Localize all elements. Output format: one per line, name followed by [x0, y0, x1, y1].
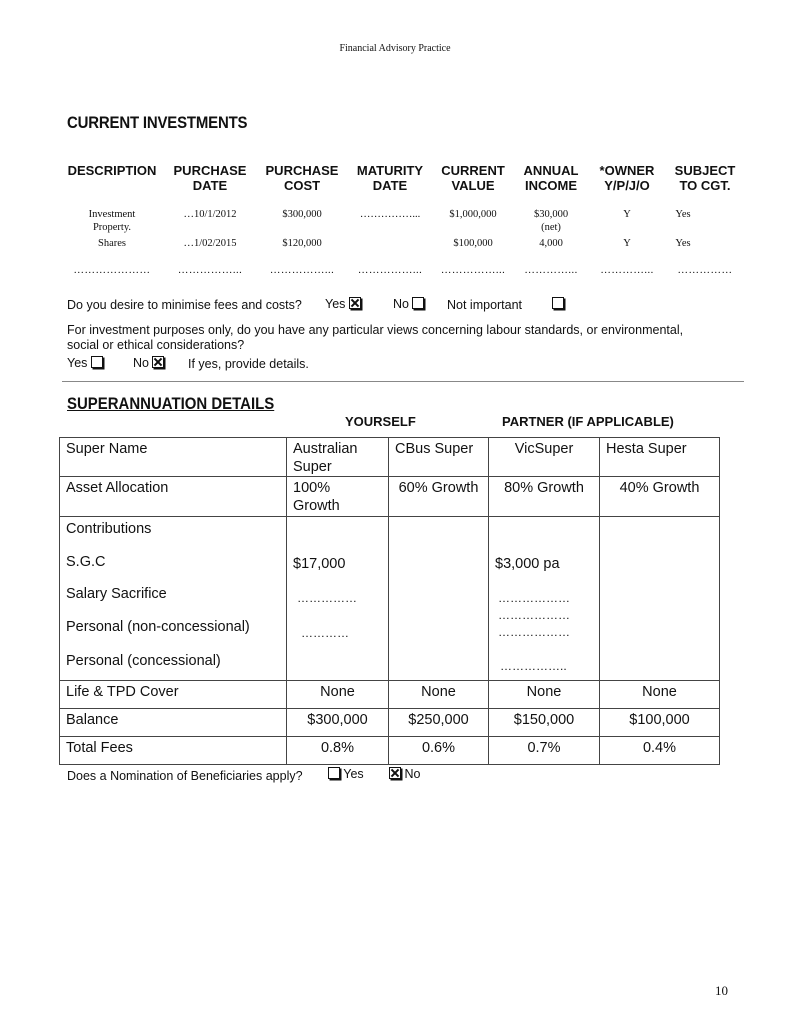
- section-divider: [62, 381, 744, 382]
- sgc-value-yourself: $17,000: [293, 556, 346, 572]
- ethical-yes-checkbox[interactable]: [91, 356, 103, 368]
- blank-description: …………………: [73, 265, 151, 276]
- row2-owner: Y: [623, 238, 631, 249]
- nomination-no-label: No: [404, 767, 421, 781]
- blank-current-value: ……………...: [440, 265, 506, 276]
- fees-question: Do you desire to minimise fees and costs?: [67, 298, 302, 312]
- row1-maturity-date: ……………...: [359, 209, 421, 220]
- super-name-label: Super Name: [60, 438, 287, 477]
- row1-purchase-cost: $300,000: [282, 209, 322, 220]
- sgc-value-partner: $3,000 pa: [495, 556, 560, 572]
- blank-maturity-date: ……………...: [357, 265, 423, 276]
- fees-no-option[interactable]: [393, 297, 424, 311]
- balance-partner-1: $150,000: [489, 709, 600, 737]
- table-row: [60, 737, 720, 765]
- superannuation-table: [59, 437, 720, 765]
- salary-sacrifice-label: Salary Sacrifice: [66, 586, 167, 602]
- contributions-partner-2: [600, 517, 720, 681]
- page-number: 10: [715, 983, 728, 998]
- asset-allocation-partner-1: 80% Growth: [489, 477, 600, 517]
- contributions-yourself-2: [389, 517, 489, 681]
- life-tpd-label: Life & TPD Cover: [60, 681, 287, 709]
- life-tpd-partner-1: None: [489, 681, 600, 709]
- personal-nc-value-partner-2: ………………: [498, 625, 570, 639]
- contributions-label: Contributions: [66, 521, 152, 537]
- row1-current-value: $1,000,000: [449, 209, 497, 220]
- nomination-yes-option[interactable]: [328, 767, 364, 781]
- current-investments-title: CURRENT INVESTMENTS: [67, 113, 248, 132]
- total-fees-yourself-2: 0.6%: [389, 737, 489, 765]
- life-tpd-partner-2: None: [600, 681, 720, 709]
- personal-c-value-partner: ……………..: [500, 659, 567, 673]
- total-fees-partner-1: 0.7%: [489, 737, 600, 765]
- fees-not-important-checkbox[interactable]: [552, 297, 564, 309]
- ethical-details-prompt: If yes, provide details.: [188, 357, 309, 371]
- asset-allocation-yourself-2: 60% Growth: [389, 477, 489, 517]
- personal-nc-value-yourself: …………: [301, 626, 349, 640]
- row2-description: Shares: [98, 238, 126, 249]
- page-header: Financial Advisory Practice: [339, 43, 451, 54]
- table-row: [60, 517, 720, 681]
- partner-label: PARTNER (IF APPLICABLE): [502, 414, 674, 429]
- nomination-no-option[interactable]: [389, 767, 420, 781]
- contributions-partner-1: [489, 517, 600, 681]
- asset-allocation-label: Asset Allocation: [60, 477, 287, 517]
- superannuation-title: SUPERANNUATION DETAILS: [67, 394, 275, 413]
- col-purchase-cost: PURCHASE COST: [265, 163, 339, 193]
- asset-allocation-partner-2: 40% Growth: [600, 477, 720, 517]
- fees-not-important-label: Not important: [447, 298, 523, 312]
- col-description: DESCRIPTION: [67, 163, 157, 178]
- nomination-yes-checkbox[interactable]: [328, 767, 340, 779]
- row2-annual-income: 4,000: [539, 238, 563, 249]
- row2-current-value: $100,000: [453, 238, 493, 249]
- sgc-label: S.G.C: [66, 554, 106, 570]
- blank-purchase-date: ……………...: [177, 265, 243, 276]
- ethical-yes-label: Yes: [67, 356, 88, 370]
- fees-not-important-option[interactable]: [552, 297, 564, 311]
- yourself-label: YOURSELF: [345, 414, 416, 429]
- super-name-yourself-2: CBus Super: [389, 438, 489, 477]
- fees-yes-checkbox[interactable]: [349, 297, 361, 309]
- asset-allocation-yourself-1: 100% Growth: [287, 477, 389, 517]
- blank-owner: …………...: [600, 265, 654, 276]
- balance-yourself-2: $250,000: [389, 709, 489, 737]
- row1-annual-income: $30,000 (net): [533, 209, 569, 233]
- ethical-no-checkbox[interactable]: [152, 356, 164, 368]
- table-row: [60, 681, 720, 709]
- ethical-yes-option[interactable]: [67, 356, 103, 370]
- total-fees-yourself-1: 0.8%: [287, 737, 389, 765]
- row2-purchase-date: …1/02/2015: [183, 238, 237, 249]
- fees-no-checkbox[interactable]: [412, 297, 424, 309]
- col-owner: *OWNER Y/P/J/O: [599, 163, 655, 193]
- row1-description: Investment Property.: [88, 209, 136, 233]
- col-maturity-date: MATURITY DATE: [356, 163, 424, 193]
- balance-label: Balance: [60, 709, 287, 737]
- row2-purchase-cost: $120,000: [282, 238, 322, 249]
- fees-yes-label: Yes: [325, 297, 346, 311]
- nomination-yes-label: Yes: [343, 767, 364, 781]
- blank-annual-income: …………...: [524, 265, 578, 276]
- ethical-question-line1: For investment purposes only, do you have any particular views concerning labour standards, or environmental,: [67, 323, 684, 337]
- col-cgt: SUBJECT TO CGT.: [674, 163, 736, 193]
- table-row: [60, 709, 720, 737]
- balance-partner-2: $100,000: [600, 709, 720, 737]
- blank-purchase-cost: ……………...: [269, 265, 335, 276]
- salary-sacrifice-value-partner: ………………: [498, 591, 570, 605]
- table-row: [60, 438, 720, 477]
- ethical-question-line2: social or ethical considerations?: [67, 338, 245, 352]
- personal-concessional-label: Personal (concessional): [66, 653, 221, 669]
- row2-cgt: Yes: [675, 238, 691, 249]
- nomination-question: Does a Nomination of Beneficiaries apply?: [67, 769, 303, 783]
- super-name-yourself-1: Australian Super: [287, 438, 389, 477]
- personal-nc-value-partner-1: ………………: [498, 608, 570, 622]
- ethical-no-label: No: [133, 356, 149, 370]
- super-name-partner-1: VicSuper: [489, 438, 600, 477]
- table-row: [60, 477, 720, 517]
- total-fees-label: Total Fees: [60, 737, 287, 765]
- balance-yourself-1: $300,000: [287, 709, 389, 737]
- col-annual-income: ANNUAL INCOME: [523, 163, 579, 193]
- contributions-yourself-1: [287, 517, 389, 681]
- nomination-no-checkbox[interactable]: [389, 767, 401, 779]
- total-fees-partner-2: 0.4%: [600, 737, 720, 765]
- fees-yes-option[interactable]: [325, 297, 361, 311]
- super-name-partner-2: Hesta Super: [600, 438, 720, 477]
- salary-sacrifice-value-yourself: ……………: [297, 591, 357, 605]
- life-tpd-yourself-2: None: [389, 681, 489, 709]
- col-current-value: CURRENT VALUE: [441, 163, 505, 193]
- fees-no-label: No: [393, 297, 409, 311]
- ethical-no-option[interactable]: [133, 356, 164, 370]
- col-purchase-date: PURCHASE DATE: [173, 163, 247, 193]
- row1-cgt: Yes: [675, 209, 691, 220]
- blank-cgt: ……………: [677, 265, 733, 276]
- row1-owner: Y: [623, 209, 631, 220]
- life-tpd-yourself-1: None: [287, 681, 389, 709]
- row1-purchase-date: …10/1/2012: [183, 209, 237, 220]
- contributions-labels: [60, 517, 287, 681]
- personal-non-concessional-label: Personal (non-concessional): [66, 619, 250, 635]
